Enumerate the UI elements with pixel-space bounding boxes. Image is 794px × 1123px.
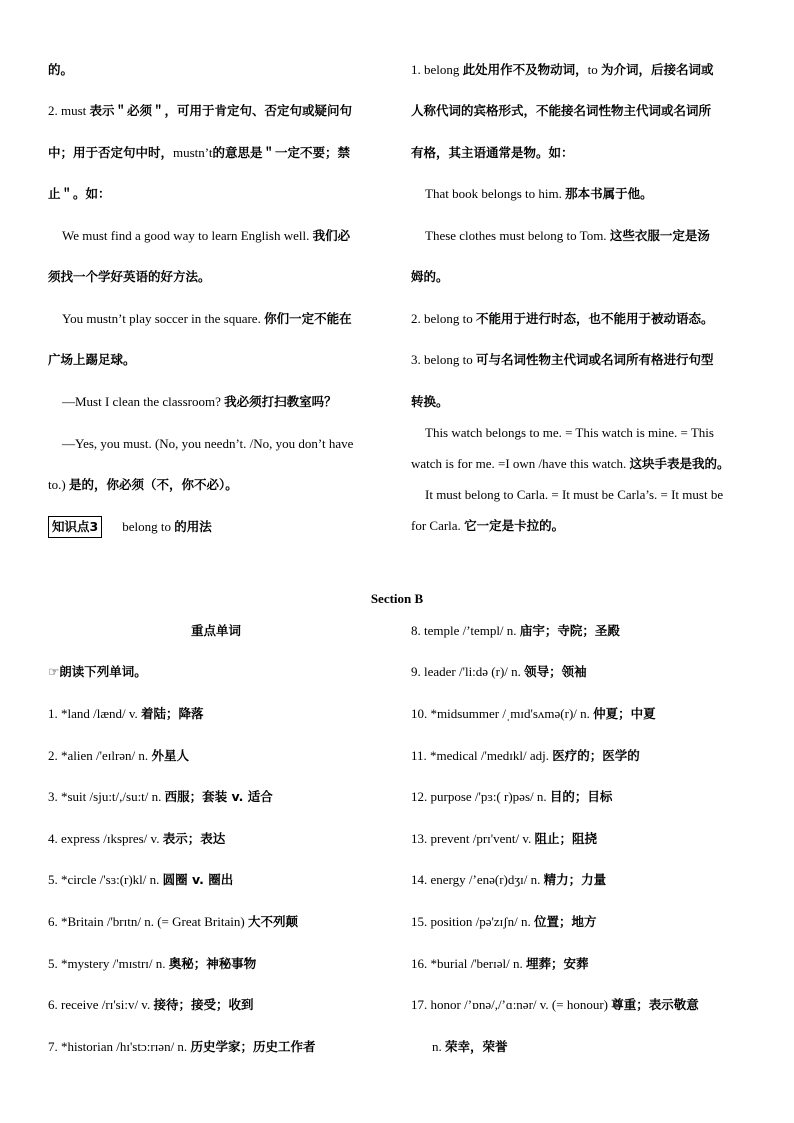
vocab-item-zh: 埋葬；安葬 [525,956,589,971]
vocab-item-zh: 仲夏；中夏 [593,706,656,721]
vocab-item-en: 8. temple /’templ/ n. [411,623,520,638]
left-line-2-zh: 表示＂必须＂，可用于肯定句、否定句或疑问句 [89,103,353,118]
right-point-2-en: 2. belong to [411,311,476,326]
right-line-1-en-a: 1. belong [411,62,463,77]
vocab-item-zh: 圆圈 v. 圈出 [162,872,234,887]
example-1-en: We must find a good way to learn English well. [62,228,313,243]
vocab-item [411,996,699,1014]
right-point-2-zh: 不能用于进行时态，也不能用于被动语态。 [476,311,714,326]
right-example-4-cont [411,517,564,535]
right-example-2 [425,227,710,245]
vocab-item-zh: 庙宇；寺院；圣殿 [519,623,620,638]
vocab-item [48,747,189,765]
vocab-item-zh: 大不列颠 [247,914,298,929]
knowledge-point-badge: 知识点3 [48,516,102,538]
right-example-3-cont-en: watch is for me. =I own /have this watch. [411,456,630,471]
vocab-item-en: 5. *mystery /'mɪstrɪ/ n. [48,956,169,971]
vocab-item-en: 15. position /pə'zɪʃn/ n. [411,914,534,929]
right-line-1-en-b: to [587,62,602,77]
right-example-3: This watch belongs to me. = This watch is mine. = This [425,425,714,440]
vocab-item-zh: 目的；目标 [549,789,613,804]
right-example-4: It must belong to Carla. = It must be Carla’s. = It must be [425,487,724,502]
vocab-item-zh: 西服；套装 v. 适合 [164,789,273,804]
knowledge-point-zh: 的用法 [174,519,212,534]
example-1-zh: 我们必 [312,228,351,243]
vocab-item [48,913,298,931]
left-line-3 [48,144,350,162]
right-line-1 [411,61,714,79]
vocab-item-zh: 外星人 [151,748,189,763]
vocab-item-en: 3. *suit /sju:t/,/su:t/ n. [48,789,165,804]
left-line-2-en: 2. must [48,103,90,118]
right-example-3-cont [411,455,730,473]
vocab-item-en: 11. *medical /'medɪkl/ adj. [411,748,553,763]
dialog-answer-cont [48,476,238,494]
left-line-3-zh-b: 的意思是＂一定不要；禁 [212,145,351,160]
vocab-item [411,663,587,681]
vocab-item-en: 1. *land /lænd/ v. [48,706,142,721]
vocab-item-en: 9. leader /'li:də (r)/ n. [411,664,525,679]
vocab-item [411,830,597,848]
vocab-item-en: 14. energy /’enə(r)dʒɪ/ n. [411,872,544,887]
right-line-3: 有格，其主语通常是物。如： [411,145,574,160]
left-line-3-zh-a: 中；用于否定句中时， [48,145,174,160]
vocab-item [411,747,640,765]
vocab-item-zh: 位置；地方 [533,914,597,929]
vocab-heading: 重点单词 [190,623,241,638]
vocab-item [411,622,620,640]
vocab-item [411,913,596,931]
vocab-item-en: n. [432,1039,445,1054]
right-line-2: 人称代词的宾格形式，不能接名词性物主代词或名词所 [411,103,712,118]
vocab-item [48,788,273,806]
vocab-instruction: ☞朗读下列单词。 [48,664,147,679]
vocab-item-en: 17. honor /’ɒnə/,/’ɑ:nər/ v. (= honour) [411,997,612,1012]
vocab-item-en: 13. prevent /prɪ'vent/ v. [411,831,535,846]
right-example-1-en: That book belongs to him. [425,186,566,201]
knowledge-point-en: belong to [122,519,175,534]
right-point-2 [411,310,714,328]
vocab-item [432,1038,508,1056]
vocab-item-en: 4. express /ɪkspres/ v. [48,831,163,846]
right-example-1 [425,185,653,203]
vocab-item-en: 10. *midsummer /ˌmɪd'sʌmə(r)/ n. [411,706,594,721]
right-point-3-zh: 可与名词性物主代词或名词所有格进行句型 [476,352,714,367]
vocab-item-en: 5. *circle /'sɜ:(r)kl/ n. [48,872,163,887]
right-point-3-cont: 转换。 [411,394,449,409]
right-example-4-cont-zh: 它一定是卡拉的。 [464,518,565,533]
vocab-item-zh: 领导；领袖 [524,664,587,679]
vocab-item [48,871,233,889]
right-line-1-zh-a: 此处用作不及物动词， [462,62,588,77]
vocab-item-zh: 阻止；阻挠 [534,831,598,846]
dialog-answer-cont-en: to.) [48,477,69,492]
example-2-cont: 广场上踢足球。 [48,352,136,367]
vocab-item-zh: 奥秘；神秘事物 [168,956,257,971]
example-1 [62,227,350,245]
dialog-answer-cont-zh: 是的，你必须（不，你不必）。 [68,477,238,492]
right-point-3 [411,351,714,369]
vocab-item-en: 12. purpose /'pɜ:( r)pəs/ n. [411,789,550,804]
right-example-4-cont-en: for Carla. [411,518,465,533]
example-1-cont: 须找一个学好英语的好方法。 [48,269,211,284]
vocab-item-zh: 精力；力量 [543,872,607,887]
example-2 [62,310,352,328]
vocab-item [48,705,204,723]
left-line-4: 止＂。如： [48,186,111,201]
vocab-item-zh: 荣幸，荣誉 [445,1039,508,1054]
right-line-1-zh-b: 为介词，后接名词或 [601,62,714,77]
vocab-item-zh: 医疗的；医学的 [552,748,640,763]
vocab-item [411,705,656,723]
section-title: Section B [370,591,424,606]
example-2-zh: 你们一定不能在 [264,311,352,326]
vocab-item [48,830,225,848]
vocab-item-zh: 着陆；降落 [141,706,204,721]
right-example-2-en: These clothes must belong to Tom. [425,228,610,243]
vocab-item-zh: 接待；接受；收到 [153,997,254,1012]
vocab-item-zh: 尊重；表示敬意 [611,997,699,1012]
example-2-en: You mustn’t play soccer in the square. [62,311,265,326]
right-example-2-zh: 这些衣服一定是汤 [609,228,710,243]
vocab-item-en: 16. *burial /'berɪəl/ n. [411,956,526,971]
vocab-item [411,955,589,973]
vocab-item-en: 6. *Britain /'brɪtn/ n. (= Great Britain) [48,914,248,929]
vocab-item-en: 2. *alien /'eɪlrən/ n. [48,748,152,763]
left-line-1: 的。 [48,62,74,77]
right-example-3-cont-zh: 这块手表是我的。 [629,456,730,471]
right-example-2-cont: 姆的。 [411,269,449,284]
right-point-3-en: 3. belong to [411,352,476,367]
vocab-item [48,955,256,973]
dialog-question-zh: 我必须打扫教室吗？ [224,394,337,409]
left-line-3-en: mustn’t [173,145,213,160]
dialog-answer: —Yes, you must. (No, you needn’t. /No, you don’t have [62,436,354,451]
vocab-item-en: 6. receive /rɪ'si:v/ v. [48,997,154,1012]
knowledge-point-3 [48,516,212,538]
dialog-question [62,393,337,411]
vocab-item [411,788,612,806]
vocab-item [48,996,253,1014]
vocab-item [48,1038,315,1056]
vocab-item-zh: 历史学家；历史工作者 [190,1039,316,1054]
vocab-item-en: 7. *historian /hɪ'stɔ:rɪən/ n. [48,1039,191,1054]
right-example-1-zh: 那本书属于他。 [565,186,653,201]
vocab-item-zh: 表示；表达 [162,831,226,846]
dialog-question-en: —Must I clean the classroom? [62,394,225,409]
vocab-item [411,871,606,889]
left-line-2 [48,102,352,120]
